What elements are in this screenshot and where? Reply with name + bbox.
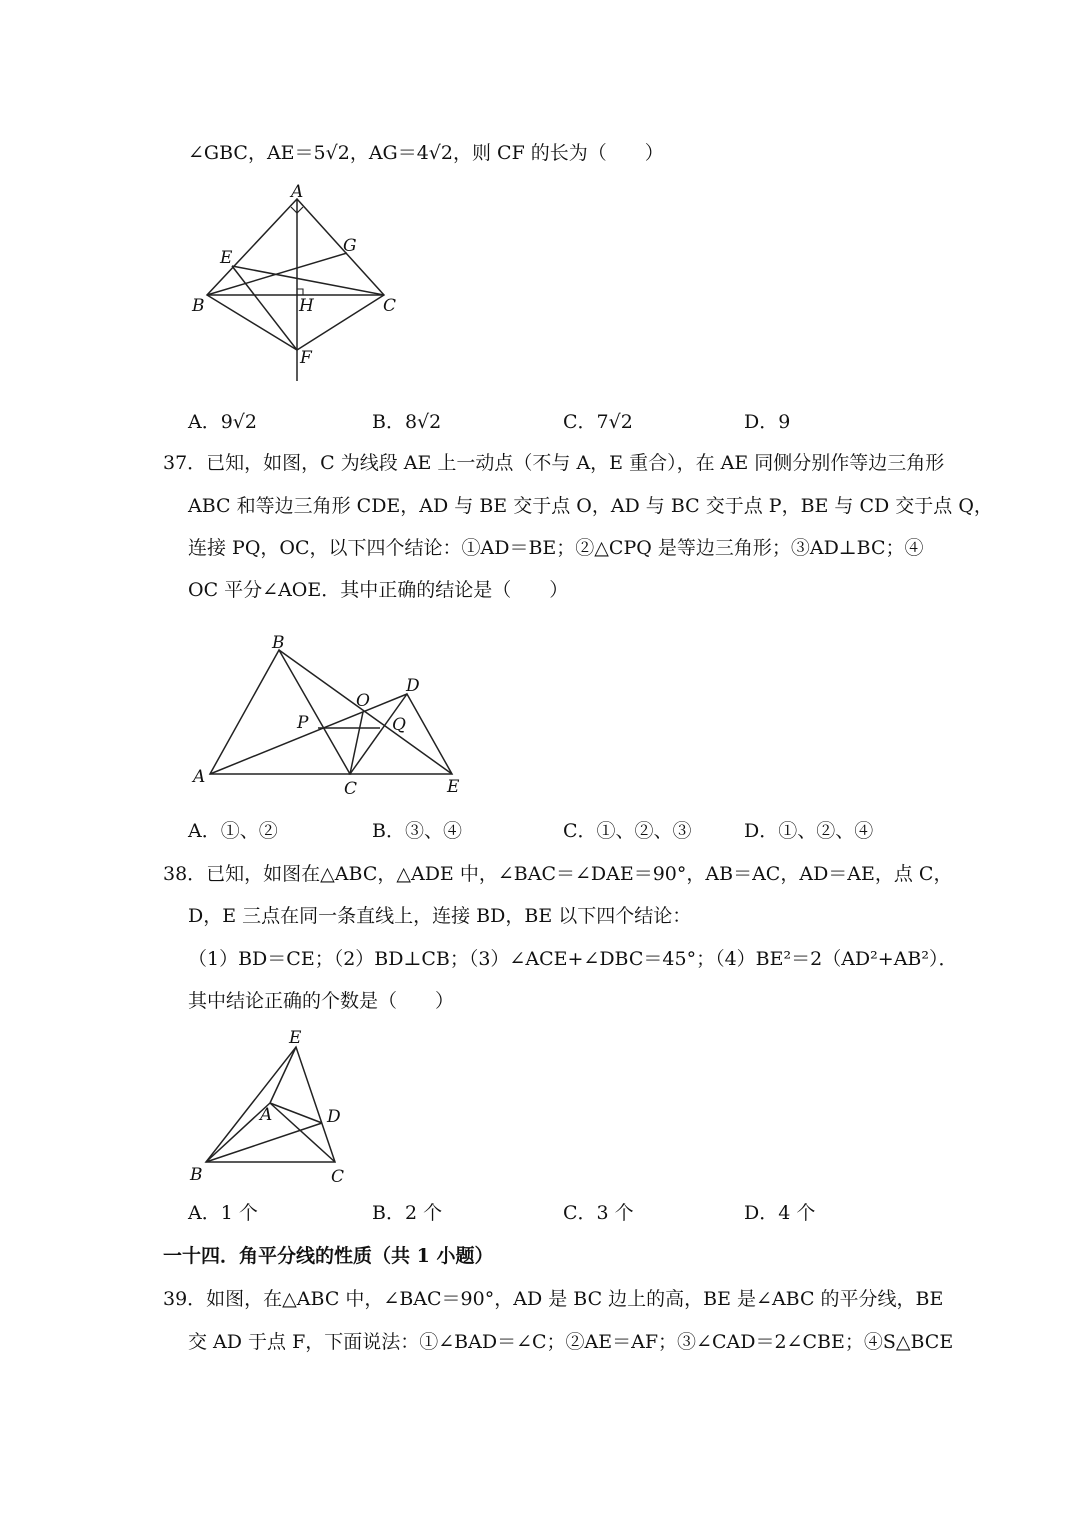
q36-option-a: A．9√2	[188, 411, 258, 433]
label-C: C	[383, 296, 397, 316]
q38-line-2: D，E 三点在同一条直线上，连接 BD，BE 以下四个结论：	[188, 905, 692, 927]
label-A: A	[193, 767, 206, 787]
q38-option-d: D．4 个	[744, 1202, 816, 1224]
q38-line-1: 38．已知，如图在△ABC，△ADE 中，∠BAC＝∠DAE＝90°，AB＝AC，AD＝AE，点 C，	[163, 863, 953, 885]
q37-line-3: 连接 PQ，OC，以下四个结论：①AD＝BE；②△CPQ 是等边三角形；③AD⊥BC；④	[188, 537, 924, 559]
q36-option-d: D．9	[744, 411, 791, 433]
section-heading: 一十四．角平分线的性质（共 1 小题）	[163, 1245, 494, 1267]
label-D: D	[327, 1107, 341, 1127]
q37-option-c: C．①、②、③	[563, 820, 692, 842]
label-H: H	[299, 296, 314, 316]
label-O: O	[356, 691, 370, 711]
label-F: F	[300, 348, 312, 368]
q38-option-b: B．2 个	[372, 1202, 443, 1224]
q37-option-b: B．③、④	[372, 820, 462, 842]
label-A: A	[291, 182, 304, 202]
q37-line-1: 37．已知，如图，C 为线段 AE 上一动点（不与 A，E 重合），在 AE 同侧分别作等边三角形	[163, 452, 945, 474]
label-A: A	[260, 1105, 273, 1125]
label-E: E	[220, 248, 233, 268]
label-B: B	[190, 1165, 203, 1185]
q39-line-1: 39．如图，在△ABC 中，∠BAC＝90°，AD 是 BC 边上的高，BE 是∠ABC 的平分线，BE	[163, 1288, 944, 1310]
q36-stem-tail: ∠GBC，AE＝5√2，AG＝4√2，则 CF 的长为（ ）	[188, 142, 664, 164]
q36-figure	[190, 182, 410, 390]
label-P: P	[297, 713, 309, 733]
q39-line-2: 交 AD 于点 F，下面说法：①∠BAD＝∠C；②AE＝AF；③∠CAD＝2∠CBE；④S△BCE	[188, 1331, 954, 1353]
label-D: D	[406, 676, 420, 696]
q37-line-4: OC 平分∠AOE．其中正确的结论是（ ）	[188, 579, 569, 601]
label-Q: Q	[392, 715, 406, 735]
q37-figure	[190, 632, 480, 802]
q37-option-d: D．①、②、④	[744, 820, 874, 842]
label-C: C	[331, 1167, 345, 1187]
q36-option-b: B．8√2	[372, 411, 442, 433]
q38-option-a: A．1 个	[188, 1202, 258, 1224]
q38-option-c: C．3 个	[563, 1202, 634, 1224]
label-B: B	[192, 296, 205, 316]
q38-figure	[188, 1027, 358, 1192]
q36-option-c: C．7√2	[563, 411, 633, 433]
q38-line-3: （1）BD＝CE；（2）BD⊥CB；（3）∠ACE+∠DBC＝45°；（4）BE²＝2（AD²+AB²）．	[188, 948, 958, 970]
label-B: B	[272, 633, 285, 653]
label-E: E	[289, 1028, 302, 1048]
q37-line-2: ABC 和等边三角形 CDE，AD 与 BE 交于点 O，AD 与 BC 交于点 P，BE 与 CD 交于点 Q，	[188, 495, 993, 517]
label-E: E	[447, 777, 460, 797]
q37-option-a: A．①、②	[188, 820, 278, 842]
label-C: C	[344, 779, 358, 799]
label-G: G	[343, 236, 357, 256]
q38-line-4: 其中结论正确的个数是（ ）	[188, 990, 455, 1012]
